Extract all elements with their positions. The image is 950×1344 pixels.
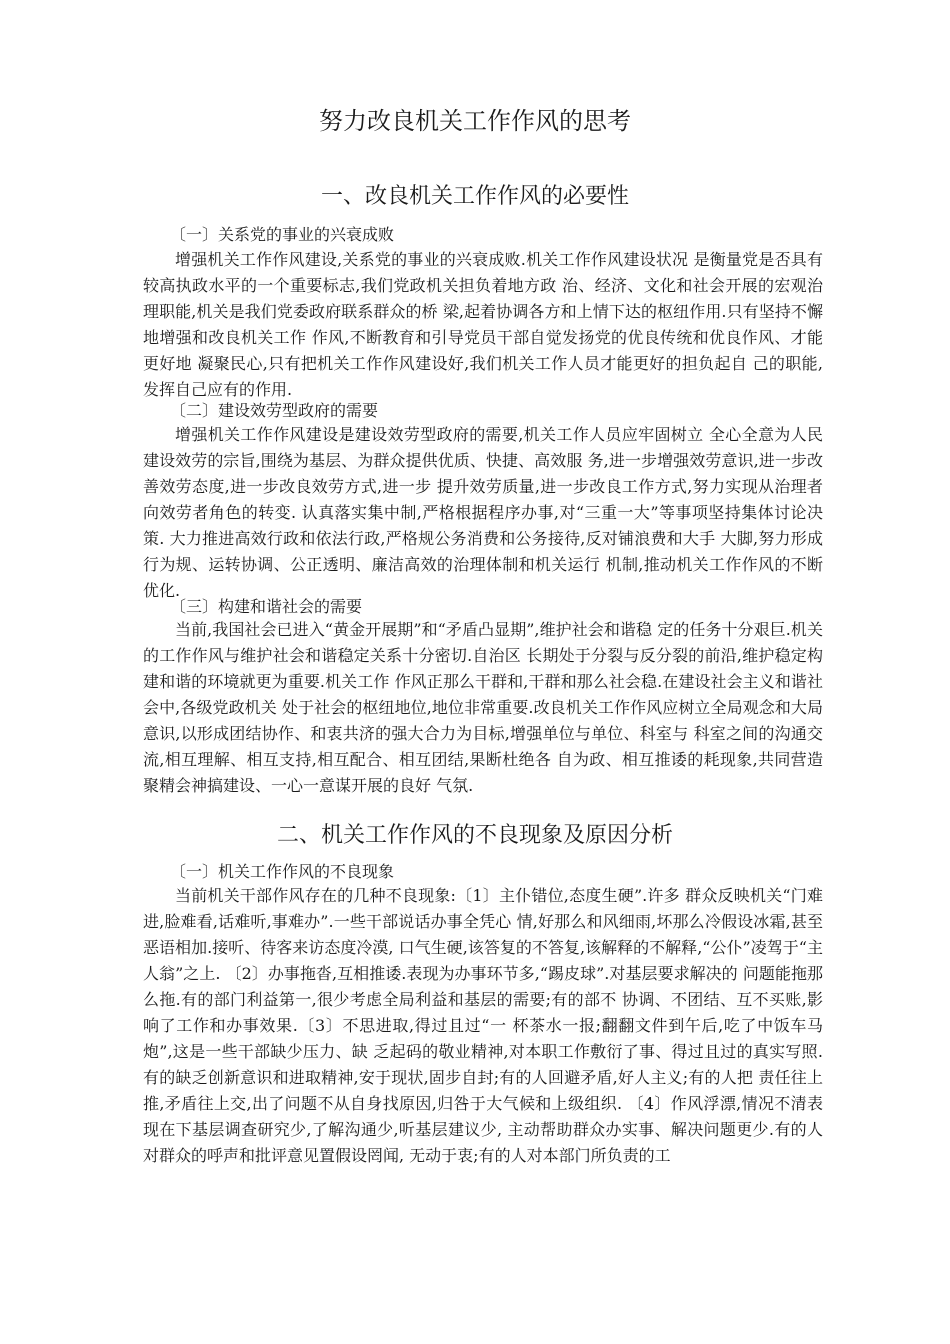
subsection-heading-2-1: 〔一〕机关工作作风的不良现象 bbox=[170, 862, 395, 881]
subsection-heading-1-1: 〔一〕关系党的事业的兴衰成败 bbox=[170, 225, 395, 244]
paragraph-2-1: 当前机关干部作风存在的几种不良现象:〔1〕主仆错位,态度生硬”.许多 群众反映机关“门难进,脸难看,话难听,事难办”.一些干部说话办事全凭心 情,好那么和风细雨,坏那么冷假设冰霜,甚至恶语相加.接听、待客来访态度冷漠, 口气生硬,该答复的不答复,该解释的不解释,“公仆”凌驾于“主人翁”之上. 〔2〕办事拖沓,互相推诿.表现为办事环节多,“踢皮球”.对基层要求解决的 问题能拖那么拖.有的部门利益第一,很少考虑全局利益和基层的需要;有的部不 协调、不团结、互不买账,影响了工作和办事效果.〔3〕不思进取,得过且过“一 杯茶水一报;翻翻文件到午后,吃了中饭车马炮”,这是一些干部缺少压力、缺 乏起码的敬业精神,对本职工作敷衍了事、得过且过的真实写照.有的缺乏创新意识和进取精神,安于现状,固步自封;有的人回避矛盾,好人主义;有的人把 责任往上推,矛盾往上交,出了问题不从自身找原因,归咎于大气候和上级组织. 〔4〕作风浮漂,情况不清表现在下基层调查研究少,了解沟通少,听基层建议少, 主动帮助群众办实事、解决问题更少.有的人对群众的呼声和批评意见置假设罔闻, 无动于衷;有的人对本部门所负责的工 bbox=[143, 886, 823, 1165]
document-title: 努力改良机关工作作风的思考 bbox=[319, 107, 631, 135]
paragraph-1-2: 增强机关工作作风建设是建设效劳型政府的需要,机关工作人员应牢固树立 全心全意为人民建设效劳的宗旨,围绕为基层、为群众提供优质、快捷、高效服 务,进一步增强效劳意识,进一步改善效劳态度,进一步改良效劳方式,进一步 提升效劳质量,进一步改良工作方式,努力实现从治理者向效劳者角色的转变. 认真落实集中制,严格根据程序办事,对“三重一大”等事项坚持集体讨论决策. 大力推进高效行政和依法行政,严格规公务消费和公务接待,反对铺浪费和大手 大脚,努力形成行为规、运转协调、公正透明、廉洁高效的治理体制和机关运行 机制,推动机关工作作风的不断优化. bbox=[143, 425, 823, 600]
section-heading-necessity: 一、改良机关工作作风的必要性 bbox=[320, 184, 629, 209]
paragraph-1-1: 增强机关工作作风建设,关系党的事业的兴衰成败.机关工作作风建设状况 是衡量党是否具有较高执政水平的一个重要标志,我们党政机关担负着地方政 治、经济、文化和社会开展的宏观治理职能,机关是我们党委政府联系群众的桥 梁,起着协调各方和上情下达的枢纽作用.只有坚持不懈地增强和改良机关工作 作风,不断教育和引导党员干部自觉发扬党的优良传统和优良作风、才能更好地 凝聚民心,只有把机关工作作风建设好,我们机关工作人员才能更好的担负起自 己的职能,发挥自己应有的作用. bbox=[143, 250, 823, 399]
subsection-heading-1-3: 〔三〕构建和谐社会的需要 bbox=[170, 597, 363, 616]
section-heading-problems: 二、机关工作作风的不良现象及原因分析 bbox=[276, 823, 673, 848]
paragraph-1-3: 当前,我国社会已进入“黄金开展期”和“矛盾凸显期”,维护社会和谐稳 定的任务十分艰巨.机关的工作作风与维护社会和谐稳定关系十分密切.自治区 长期处于分裂与反分裂的前沿,维护稳定构建和谐的环境就更为重要.机关工作 作风正那么干群和,干群和那么社会稳.在建设社会主义和谐社会中,各级党政机关 处于社会的枢纽地位,地位非常重要.改良机关工作作风应树立全局观念和大局 意识,以形成团结协作、和衷共济的强大合力为目标,增强单位与单位、科室与 科室之间的沟通交流,相互理解、相互支持,相互配合、相互团结,果断杜绝各 自为政、相互推诿的耗现象,共同营造聚精会神搞建设、一心一意谋开展的良好 气氛. bbox=[143, 620, 823, 795]
subsection-heading-1-2: 〔二〕建设效劳型政府的需要 bbox=[170, 401, 379, 420]
